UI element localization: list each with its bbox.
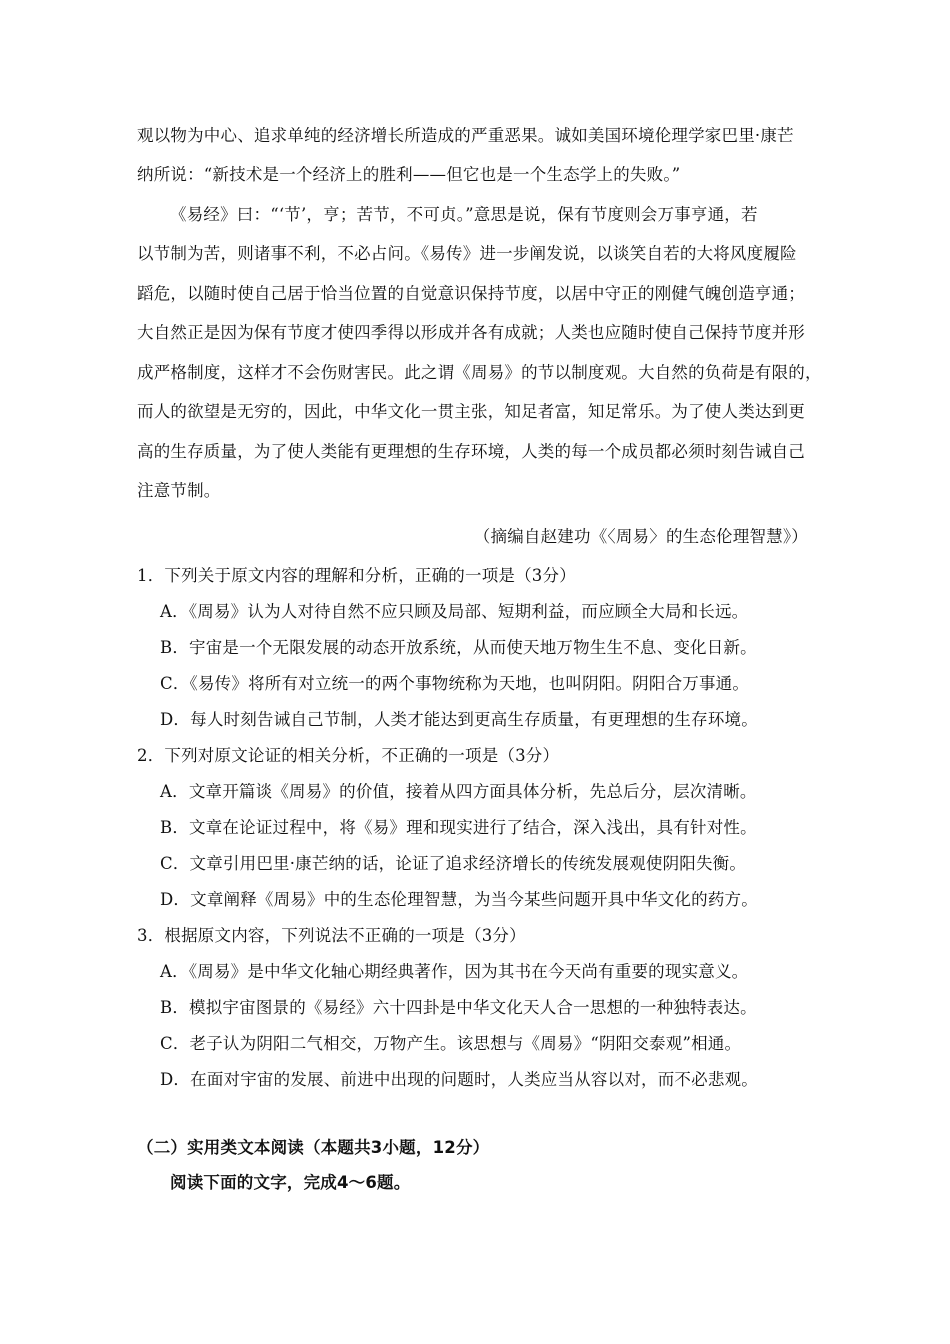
question-2-option-c: C．文章引用巴里·康芒纳的话，论证了追求经济增长的传统发展观使阴阳失衡。 (160, 854, 747, 873)
question-3-option-b: B．模拟宇宙图景的《易经》六十四卦是中华文化天人合一思想的一种独特表达。 (160, 998, 757, 1017)
question-3-option-d: D．在面对宇宙的发展、前进中出现的问题时，人类应当从容以对，而不必悲观。 (160, 1070, 758, 1089)
passage-line: 注意节制。 (137, 481, 221, 500)
passage-line: 而人的欲望是无穷的，因此，中华文化一贯主张，知足者富，知足常乐。为了使人类达到更 (137, 402, 805, 421)
passage-line: 观以物为中心、追求单纯的经济增长所造成的严重恶果。诚如美国环境伦理学家巴里·康芒 (137, 126, 794, 145)
question-1-option-b: B．宇宙是一个无限发展的动态开放系统，从而使天地万物生生不息、变化日新。 (160, 638, 757, 657)
question-1-option-d: D．每人时刻告诫自己节制，人类才能达到更高生存质量，有更理想的生存环境。 (160, 710, 758, 729)
question-2-option-d: D．文章阐释《周易》中的生态伦理智慧，为当今某些问题开具中华文化的药方。 (160, 890, 758, 909)
passage-source: （摘编自赵建功《〈周易〉的生态伦理智慧》） (473, 527, 808, 546)
passage-paragraph-start: 《易经》曰：“‘节’，亨；苦节，不可贞。”意思是说，保有节度则会万事亨通，若 (170, 205, 758, 224)
question-3-option-a: A．《周易》是中华文化轴心期经典著作，因为其书在今天尚有重要的现实意义。 (160, 962, 749, 981)
section-2-heading: （二）实用类文本阅读（本题共3小题，12分） (137, 1138, 490, 1157)
question-2-option-a: A．文章开篇谈《周易》的价值，接着从四方面具体分析，先总后分，层次清晰。 (160, 782, 757, 801)
passage-line: 大自然正是因为保有节度才使四季得以形成并各有成就；人类也应随时使自己保持节度并形 (137, 323, 805, 342)
section-2-instruction: 阅读下面的文字，完成4～6题。 (170, 1173, 411, 1192)
passage-line: 纳所说：“新技术是一个经济上的胜利——但它也是一个生态学上的失败。” (137, 165, 681, 184)
question-2-stem: 2．下列对原文论证的相关分析，不正确的一项是（3分） (137, 746, 560, 765)
passage-line: 高的生存质量，为了使人类能有更理想的生存环境，人类的每一个成员都必须时刻告诫自己 (137, 442, 805, 461)
passage-line: 以节制为苦，则诸事不利，不必占问。《易传》进一步阐发说，以谈笑自若的大将风度履险 (137, 244, 797, 263)
question-3-stem: 3．根据原文内容，下列说法不正确的一项是（3分） (137, 926, 526, 945)
question-1-stem: 1．下列关于原文内容的理解和分析，正确的一项是（3分） (137, 566, 576, 585)
question-2-option-b: B．文章在论证过程中，将《易》理和现实进行了结合，深入浅出，具有针对性。 (160, 818, 757, 837)
passage-line: 蹈危，以随时使自己居于恰当位置的自觉意识保持节度，以居中守正的刚健气魄创造亨通； (137, 284, 805, 303)
passage-line: 成严格制度，这样才不会伤财害民。此之谓《周易》的节以制度观。大自然的负荷是有限的， (137, 363, 822, 382)
question-3-option-c: C．老子认为阴阳二气相交，万物产生。该思想与《周易》“阴阳交泰观”相通。 (160, 1034, 742, 1053)
question-1-option-c: C．《易传》将所有对立统一的两个事物统称为天地，也叫阴阳。阴阳合万事通。 (160, 674, 750, 693)
question-1-option-a: A．《周易》认为人对待自然不应只顾及局部、短期利益，而应顾全大局和长远。 (160, 602, 749, 621)
